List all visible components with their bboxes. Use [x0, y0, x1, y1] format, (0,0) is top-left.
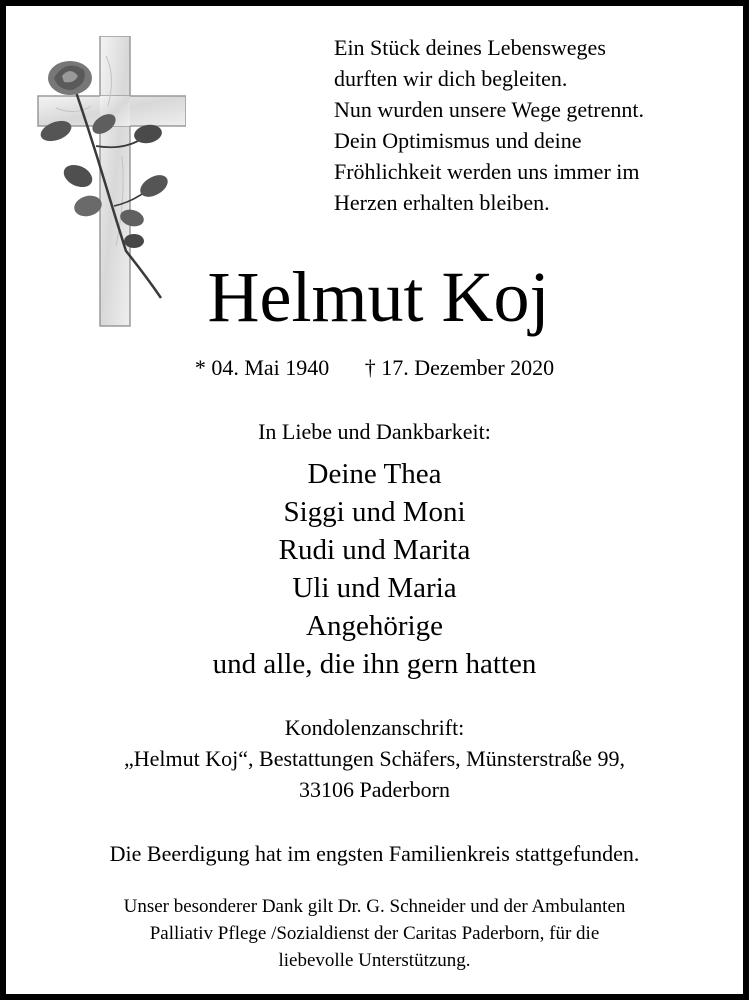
poem-line: Dein Optimismus und deine: [334, 128, 582, 153]
poem-line: Herzen erhalten bleiben.: [334, 190, 550, 215]
poem-line: durften wir dich begleiten.: [334, 66, 568, 91]
condolence-heading: Kondolenzanschrift:: [284, 715, 465, 740]
mourner-line: Angehörige: [306, 610, 443, 642]
poem: [334, 32, 734, 218]
birth-date: * 04. Mai 1940: [194, 355, 330, 380]
life-dates: [0, 354, 749, 382]
poem-line: Nun wurden unsere Wege getrennt.: [334, 97, 644, 122]
thanks-line: liebevolle Unterstützung.: [278, 950, 471, 971]
mourner-line: Siggi und Moni: [283, 496, 466, 528]
thanks-line: Palliativ Pflege /Sozialdienst der Caritas Paderborn, für die: [149, 923, 600, 944]
death-date: † 17. Dezember 2020: [364, 355, 555, 380]
condolence-line: 33106 Paderborn: [299, 777, 450, 802]
mourners-intro: In Liebe und Dankbarkeit:: [258, 419, 491, 444]
condolence-address: [0, 712, 749, 805]
mourner-line: und alle, die ihn gern hatten: [212, 648, 537, 680]
mourner-line: Uli und Maria: [292, 572, 457, 604]
mourner-line: Deine Thea: [307, 458, 442, 490]
mourners-list: [0, 455, 749, 683]
thanks-line: Unser besonderer Dank gilt Dr. G. Schneider und der Ambulanten: [123, 896, 626, 917]
thanks-note: [0, 893, 749, 974]
condolence-line: „Helmut Koj“, Bestattungen Schäfers, Münsterstraße 99,: [124, 746, 625, 771]
poem-line: Fröhlichkeit werden uns immer im: [334, 159, 640, 184]
poem-line: Ein Stück deines Lebensweges: [334, 35, 606, 60]
funeral-note: Die Beerdigung hat im engsten Familienkreis stattgefunden.: [109, 841, 640, 866]
deceased-name: Helmut Koj: [207, 257, 550, 337]
mourner-line: Rudi und Marita: [278, 534, 471, 566]
